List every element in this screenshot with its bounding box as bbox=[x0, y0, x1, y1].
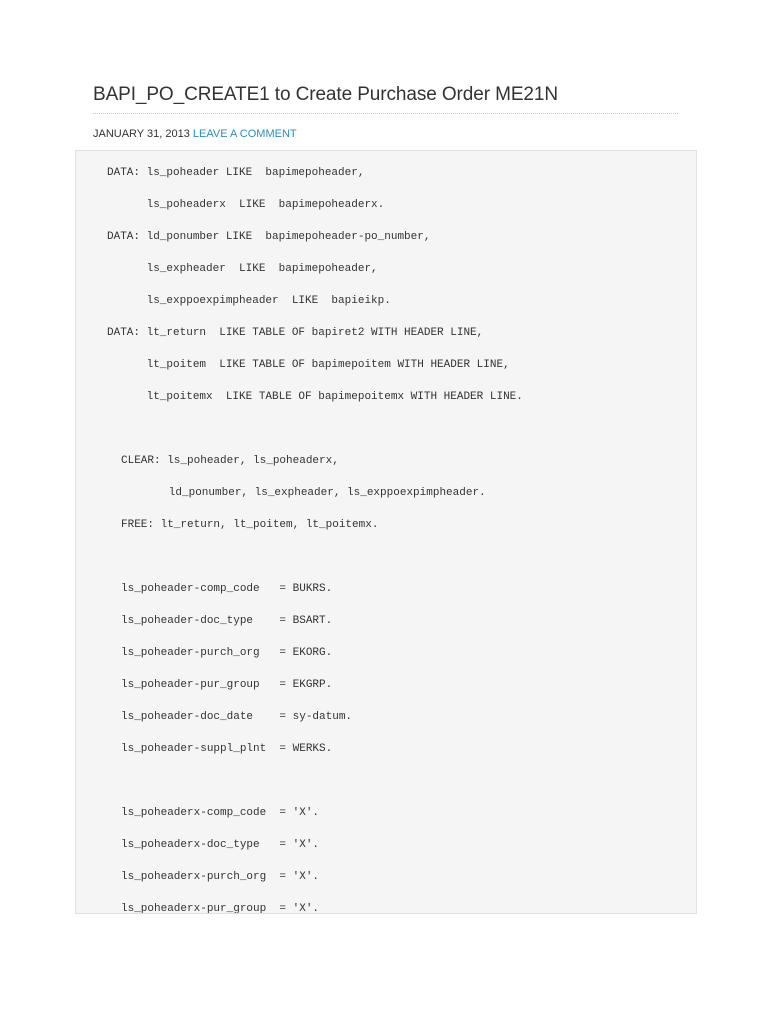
code-line: ls_expheader LIKE bapimepoheader, bbox=[107, 263, 378, 275]
code-line: ls_poheader-doc_type = BSART. bbox=[121, 615, 333, 627]
code-line: ls_poheaderx-pur_group = 'X'. bbox=[121, 903, 320, 914]
code-line: lt_poitemx LIKE TABLE OF bapimepoitemx WITH HEADER LINE. bbox=[107, 391, 523, 403]
code-line: ls_poheaderx LIKE bapimepoheaderx. bbox=[107, 199, 385, 211]
code-line: ls_poheader-suppl_plnt = WERKS. bbox=[121, 743, 333, 755]
code-line: FREE: lt_return, lt_poitem, lt_poitemx. bbox=[121, 519, 379, 531]
code-line: DATA: ls_poheader LIKE bapimepoheader, bbox=[107, 167, 365, 179]
code-line: lt_poitem LIKE TABLE OF bapimepoitem WITH HEADER LINE, bbox=[107, 359, 510, 371]
code-line: ls_poheader-pur_group = EKGRP. bbox=[121, 679, 333, 691]
code-line: CLEAR: ls_poheader, ls_poheaderx, bbox=[121, 455, 339, 467]
code-line: ls_poheader-doc_date = sy-datum. bbox=[121, 711, 353, 723]
code-line: ls_poheader-comp_code = BUKRS. bbox=[121, 583, 333, 595]
code-line: ls_poheaderx-purch_org = 'X'. bbox=[121, 871, 320, 883]
leave-comment-link[interactable]: LEAVE A COMMENT bbox=[192, 128, 297, 140]
code-block bbox=[75, 150, 697, 914]
post-title: BAPI_PO_CREATE1 to Create Purchase Order ME21N bbox=[93, 84, 558, 105]
code-line: DATA: lt_return LIKE TABLE OF bapiret2 WITH HEADER LINE, bbox=[107, 327, 484, 339]
post-date: JANUARY 31, 2013 bbox=[93, 128, 190, 140]
code-line: DATA: ld_ponumber LIKE bapimepoheader-po_number, bbox=[107, 231, 431, 243]
code-line: ls_poheader-purch_org = EKORG. bbox=[121, 647, 333, 659]
code-line: ld_ponumber, ls_expheader, ls_exppoexpimpheader. bbox=[149, 487, 486, 499]
code-line: ls_exppoexpimpheader LIKE bapieikp. bbox=[107, 295, 391, 307]
code-line: ls_poheaderx-doc_type = 'X'. bbox=[121, 839, 320, 851]
code-line: ls_poheaderx-comp_code = 'X'. bbox=[121, 807, 320, 819]
post-meta bbox=[93, 128, 297, 140]
title-divider bbox=[93, 113, 678, 114]
